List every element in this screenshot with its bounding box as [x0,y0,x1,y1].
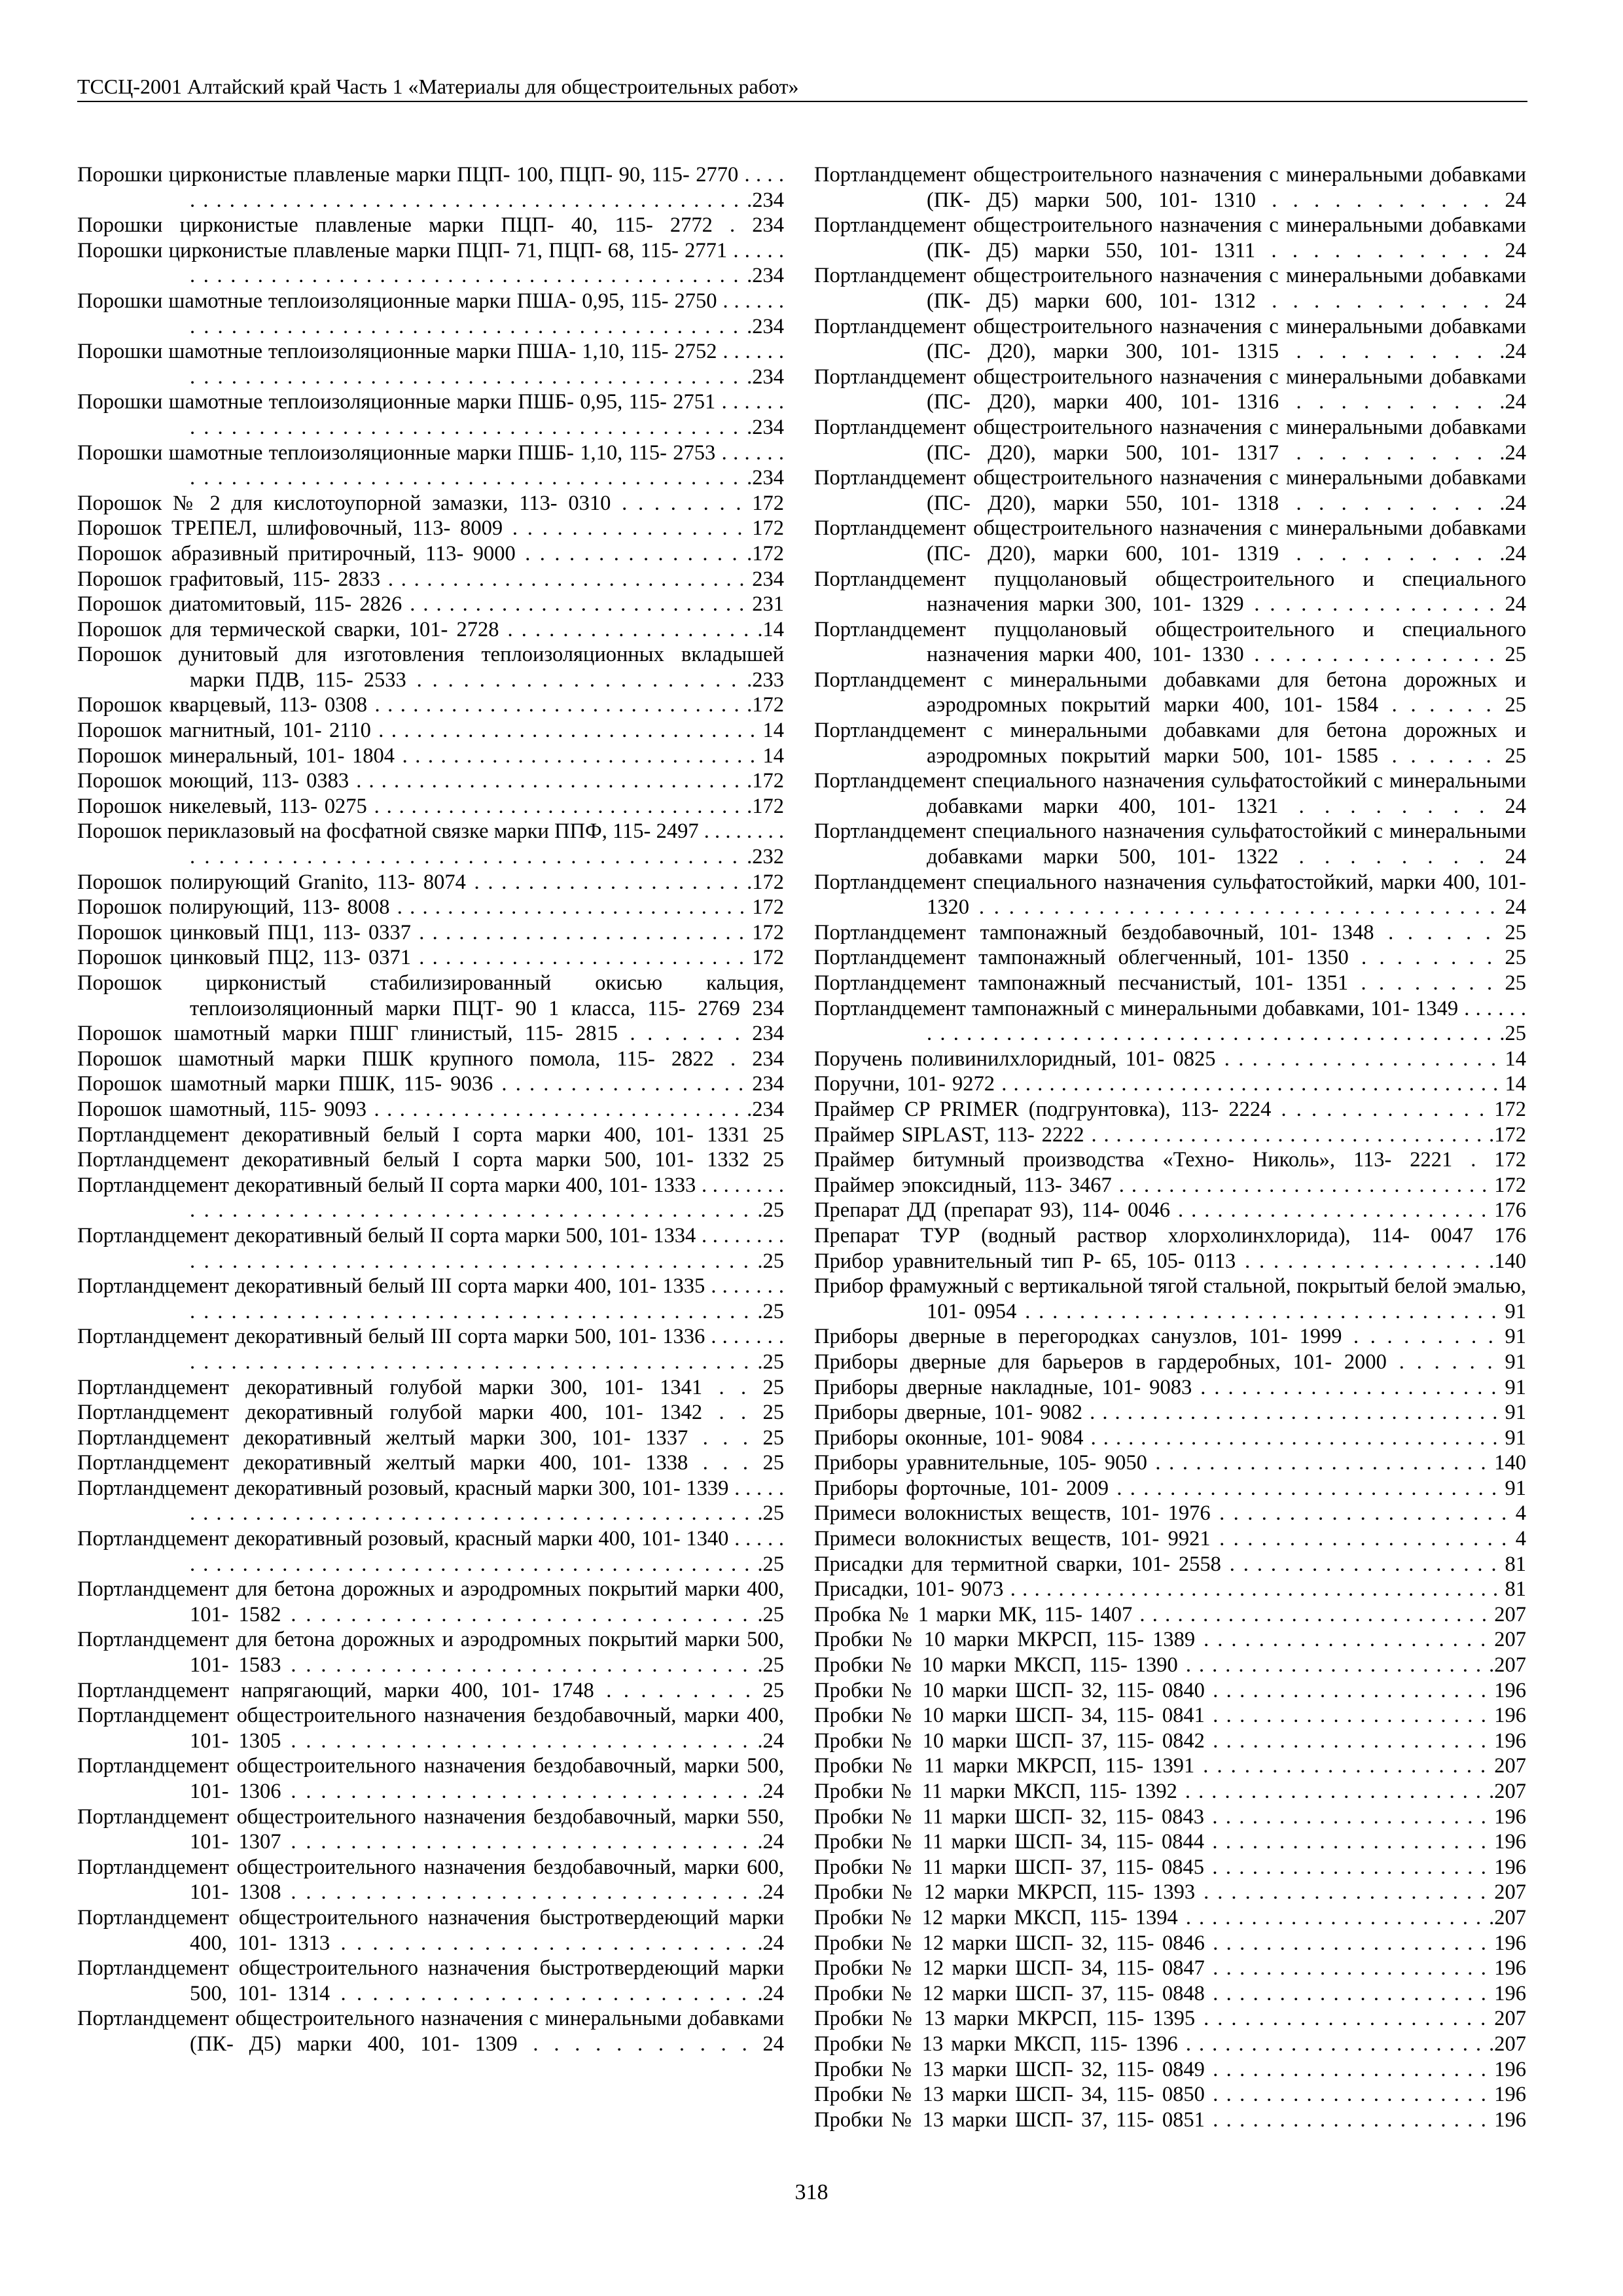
index-entry: Портландцемент декоративный желтый марки 400, 101- 1338 . . . 25 [77,1451,784,1475]
index-entry: Присадки для термитной сварки, 101- 2558 . . . . . . . . . . . . . . . . . . . . 81 [814,1552,1526,1576]
index-entry: Портландцемент декоративный белый I сорта марки 500, 101- 1332 25 [77,1148,784,1172]
index-entry: Портландцемент декоративный белый III сорта марки 500, 101- 1336 . . . . . . . . . . . . . . . . . . . . . . . . . . . . . . . . . . . . . . . . . . . . . . . . .25 [77,1325,784,1374]
page-number: 318 [794,2180,829,2204]
index-entry: Портландцемент общестроительного назначения быстротвердеющий марки 500, 101- 1314 . . . . . . . . . . . . . . . . . . . . . . . . . . .24 [77,1956,784,2005]
index-entry: Пробки № 11 марки ШСП- 37, 115- 0845 . . . . . . . . . . . . . . . . . . . . . 196 [814,1855,1526,1879]
index-entry: Препарат ДД (препарат 93), 114- 0046 . . . . . . . . . . . . . . . . . . . . . . . . 176 [814,1198,1526,1223]
index-entry: Порошки шамотные теплоизоляционные марки ПШБ- 1,10, 115- 2753 . . . . . . . . . . . . . . . . . . . . . . . . . . . . . . . . . . . . . . . . . . . . . . .234 [77,440,784,490]
index-entry: Портландцемент тампонажный облегченный, 101- 1350 . . . . . . . . 25 [814,946,1526,970]
index-entry: Порошки цирконистые плавленые марки ПЦП- 71, ПЦП- 68, 115- 2771 . . . . . . . . . . . . . . . . . . . . . . . . . . . . . . . . . . . . . . . . . . . . . . .234 [77,238,784,288]
index-entry: Пробки № 11 марки МКСП, 115- 1392 . . . . . . . . . . . . . . . . . . . . . . . .207 [814,1780,1526,1803]
index-entry: Пробки № 11 марки ШСП- 34, 115- 0844 . . . . . . . . . . . . . . . . . . . . . 196 [814,1830,1526,1854]
index-entry: Порошок дунитовый для изготовления теплоизоляционных вкладышей марки ПДВ, 115- 2533 . . . . . . . . . . . . . . . . . . . . . .233 [77,643,784,692]
index-entry: Порошок периклазовый на фосфатной связке марки ППФ, 115- 2497 . . . . . . . . . . . . . . . . . . . . . . . . . . . . . . . . . . . . . . . . . . . . . . .232 [77,819,784,869]
index-entry: Пробки № 13 марки ШСП- 37, 115- 0851 . . . . . . . . . . . . . . . . . . . . . 196 [814,2108,1526,2132]
index-entry: Порошок шамотный марки ПШГ глинистый, 115- 2815 . . . . . . . 234 [77,1022,784,1046]
index-entry: Пробки № 10 марки МКСП, 115- 1390 . . . . . . . . . . . . . . . . . . . . . . . .207 [814,1653,1526,1677]
index-entry: Пробки № 13 марки ШСП- 32, 115- 0849 . . . . . . . . . . . . . . . . . . . . . 196 [814,2057,1526,2081]
index-entry: Портландцемент декоративный голубой марки 300, 101- 1341 . . 25 [77,1375,784,1399]
index-entry: Поручень поливинилхлоридный, 101- 0825 . . . . . . . . . . . . . . . . . . . . 14 [814,1047,1526,1071]
index-entry: Пробки № 10 марки ШСП- 37, 115- 0842 . . . . . . . . . . . . . . . . . . . . . 196 [814,1729,1526,1753]
index-entry: Портландцемент тампонажный с минеральными добавками, 101- 1349 . . . . . . . . . . . . . . . . . . . . . . . . . . . . . . . . . . . . . . . . . . . . . . . . . .25 [814,996,1526,1046]
index-entry: Пробки № 11 марки МКРСП, 115- 1391 . . . . . . . . . . . . . . . . . . . . . 207 [814,1754,1526,1778]
index-entry: Портландцемент общестроительного назначения быстротвердеющий марки 400, 101- 1313 . . . . . . . . . . . . . . . . . . . . . . . . . . .24 [77,1905,784,1955]
index-entry: Приборы дверные в перегородках санузлов, 101- 1999 . . . . . . . . . 91 [814,1325,1526,1349]
index-entry: Поручни, 101- 9272 . . . . . . . . . . . . . . . . . . . . . . . . . . . . . . . . . . . . . . . . . . 14 [814,1072,1526,1096]
index-entry: Портландцемент декоративный розовый, красный марки 400, 101- 1340 . . . . . . . . . . . . . . . . . . . . . . . . . . . . . . . . . . . . . . . . . . . . . . . . .25 [77,1527,784,1576]
index-entry: Портландцемент общестроительного назначения бездобавочный, марки 550, 101- 1307 . . . . . . . . . . . . . . . . . . . . . . . . . . . . . . . .24 [77,1804,784,1854]
index-entry: Порошок ТРЕПЕЛ, шлифовочный, 113- 8009 . . . . . . . . . . . . . . . . 172 [77,516,784,541]
index-entry: Портландцемент тампонажный песчанистый, 101- 1351 . . . . . . . . 25 [814,971,1526,995]
index-entry: Портландцемент для бетона дорожных и аэродромных покрытий марки 400, 101- 1582 . . . . . . . . . . . . . . . . . . . . . . . . . . . . . . . .25 [77,1577,784,1626]
index-entry: Пробки № 13 марки ШСП- 34, 115- 0850 . . . . . . . . . . . . . . . . . . . . . 196 [814,2083,1526,2107]
index-entry: Портландцемент напрягающий, марки 400, 101- 1748 . . . . . . . . . 25 [77,1678,784,1702]
index-entry: Портландцемент специального назначения сульфатостойкий с минеральными добавками марки 500, 101- 1322 . . . . . . . . 24 [814,819,1526,869]
index-entry: Портландцемент с минеральными добавками для бетона дорожных и аэродромных покрытий марки 400, 101- 1584 . . . . . . 25 [814,668,1526,717]
index-entry: Портландцемент общестроительного назначения с минеральными добавками (ПК- Д5) марки 550, 101- 1311 . . . . . . . . . . . 24 [814,213,1526,262]
index-entry: Портландцемент с минеральными добавками для бетона дорожных и аэродромных покрытий марки 500, 101- 1585 . . . . . . 25 [814,719,1526,768]
index-entry: Порошок для термической сварки, 101- 2728 . . . . . . . . . . . . . . . . . . .14 [77,617,784,641]
index-entry: Порошок минеральный, 101- 1804 . . . . . . . . . . . . . . . . . . . . . . . . . . . . 14 [77,744,784,768]
index-entry: Приборы дверные, 101- 9082 . . . . . . . . . . . . . . . . . . . . . . . . . . . . . . . . . 91 [814,1401,1526,1425]
index-entry: Портландцемент декоративный голубой марки 400, 101- 1342 . . 25 [77,1401,784,1425]
index-entry: Порошок шамотный, 115- 9093 . . . . . . . . . . . . . . . . . . . . . . . . . . . . . .234 [77,1097,784,1121]
index-entry: Порошок № 2 для кислотоупорной замазки, 113- 0310 . . . . . . . . 172 [77,491,784,515]
index-entry: Пробки № 13 марки МКРСП, 115- 1395 . . . . . . . . . . . . . . . . . . . . . 207 [814,2007,1526,2031]
index-entry: Портландцемент декоративный белый II сорта марки 500, 101- 1334 . . . . . . . . . . . . . . . . . . . . . . . . . . . . . . . . . . . . . . . . . . . . . . . . .25 [77,1223,784,1273]
index-entry: Портландцемент общестроительного назначения с минеральными добавками (ПК- Д5) марки 600, 101- 1312 . . . . . . . . . . . 24 [814,264,1526,313]
index-entry: Порошки шамотные теплоизоляционные марки ПША- 0,95, 115- 2750 . . . . . . . . . . . . . . . . . . . . . . . . . . . . . . . . . . . . . . . . . . . . . . .234 [77,289,784,338]
index-entry: Пробки № 12 марки ШСП- 34, 115- 0847 . . . . . . . . . . . . . . . . . . . . . 196 [814,1956,1526,1981]
index-entry: Праймер SIPLAST, 113- 2222 . . . . . . . . . . . . . . . . . . . . . . . . . . . . . . . . .172 [814,1122,1526,1147]
index-entry: Примеси волокнистых веществ, 101- 9921 . . . . . . . . . . . . . . . . . . . . . 4 [814,1527,1526,1551]
index-entry: Приборы уравнительные, 105- 9050 . . . . . . . . . . . . . . . . . . . . . . . . . 140 [814,1451,1526,1475]
index-entry: Присадки, 101- 9073 . . . . . . . . . . . . . . . . . . . . . . . . . . . . . . . . . . . . . . . . . 81 [814,1577,1526,1602]
index-entry: Портландцемент пуццолановый общестроительного и специального назначения марки 400, 101- 1330 . . . . . . . . . . . . . . . . 25 [814,617,1526,667]
index-entry: Портландцемент общестроительного назначения с минеральными добавками (ПС- Д20), марки 300, 101- 1315 . . . . . . . . . .24 [814,314,1526,364]
index-entry: Пробки № 12 марки ШСП- 37, 115- 0848 . . . . . . . . . . . . . . . . . . . . . 196 [814,1981,1526,2005]
index-entry: Препарат ТУР (водный раствор хлорхолинхлорида), 114- 0047 176 [814,1223,1526,1247]
index-entry: Портландцемент общестроительного назначения с минеральными добавками (ПК- Д5) марки 400, 101- 1309 . . . . . . . . . . . 24 [77,2007,784,2056]
index-entry: Портландцемент общестроительного назначения бездобавочный, марки 600, 101- 1308 . . . . . . . . . . . . . . . . . . . . . . . . . . . . . . . .24 [77,1855,784,1905]
index-entry: Портландцемент общестроительного назначения с минеральными добавками (ПС- Д20), марки 500, 101- 1317 . . . . . . . . . .24 [814,415,1526,465]
index-entry: Портландцемент общестроительного назначения бездобавочный, марки 400, 101- 1305 . . . . . . . . . . . . . . . . . . . . . . . . . . . . . . . .24 [77,1704,784,1753]
index-entry: Пробки № 11 марки ШСП- 32, 115- 0843 . . . . . . . . . . . . . . . . . . . . . 196 [814,1804,1526,1829]
index-entry: Приборы оконные, 101- 9084 . . . . . . . . . . . . . . . . . . . . . . . . . . . . . . . . . 91 [814,1426,1526,1450]
index-entry: Порошок шамотный марки ПШК крупного помола, 115- 2822 . 234 [77,1047,784,1071]
index-entry: Порошок магнитный, 101- 2110 . . . . . . . . . . . . . . . . . . . . . . . . . . . . . . 14 [77,719,784,743]
index-entry: Порошок цинковый ПЦ1, 113- 0337 . . . . . . . . . . . . . . . . . . . . . . . . . 172 [77,920,784,944]
index-entry: Пробки № 13 марки МКСП, 115- 1396 . . . . . . . . . . . . . . . . . . . . . . . .207 [814,2032,1526,2056]
index-entry: Портландцемент специального назначения сульфатостойкий, марки 400, 101- 1320 . . . . . . . . . . . . . . . . . . . . . . . . . . . . . . . . . . . 24 [814,870,1526,920]
index-entry: Портландцемент декоративный розовый, красный марки 300, 101- 1339 . . . . . . . . . . . . . . . . . . . . . . . . . . . . . . . . . . . . . . . . . . . . . . . . .25 [77,1476,784,1526]
index-entry: Порошки шамотные теплоизоляционные марки ПШБ- 0,95, 115- 2751 . . . . . . . . . . . . . . . . . . . . . . . . . . . . . . . . . . . . . . . . . . . . . . .234 [77,390,784,439]
index-entry: Портландцемент общестроительного назначения с минеральными добавками (ПС- Д20), марки 550, 101- 1318 . . . . . . . . . .24 [814,466,1526,515]
index-entry: Порошки цирконистые плавленые марки ПЦП- 40, 115- 2772 . 234 [77,213,784,238]
index-entry: Порошок полирующий, 113- 8008 . . . . . . . . . . . . . . . . . . . . . . . . . . . . 172 [77,895,784,920]
index-entry: Порошок цирконистый стабилизированный окисью кальция, теплоизоляционный марки ПЦТ- 90 1 класса, 115- 2769 234 [77,971,784,1020]
index-entry: Порошок моющий, 113- 0383 . . . . . . . . . . . . . . . . . . . . . . . . . . . . . . . .172 [77,769,784,793]
index-entry: Портландцемент для бетона дорожных и аэродромных покрытий марки 500, 101- 1583 . . . . . . . . . . . . . . . . . . . . . . . . . . . . . . . .25 [77,1628,784,1677]
index-entry: Портландцемент пуццолановый общестроительного и специального назначения марки 300, 101- 1329 . . . . . . . . . . . . . . . . 24 [814,567,1526,617]
index-entry: Порошок полирующий Granito, 113- 8074 . . . . . . . . . . . . . . . . . . . . .172 [77,870,784,894]
index-entry: Пробки № 12 марки МКРСП, 115- 1393 . . . . . . . . . . . . . . . . . . . . . 207 [814,1880,1526,1905]
index-entry: Примеси волокнистых веществ, 101- 1976 . . . . . . . . . . . . . . . . . . . . . 4 [814,1501,1526,1526]
index-entry: Прибор уравнительный тип Р- 65, 105- 0113 . . . . . . . . . . . . . . . . . .140 [814,1249,1526,1273]
index-entry: Портландцемент специального назначения сульфатостойкий с минеральными добавками марки 400, 101- 1321 . . . . . . . . 24 [814,769,1526,818]
index-entry: Порошок никелевый, 113- 0275 . . . . . . . . . . . . . . . . . . . . . . . . . . . . . . .172 [77,794,784,818]
index-entry: Портландцемент общестроительного назначения с минеральными добавками (ПС- Д20), марки 400, 101- 1316 . . . . . . . . . .24 [814,365,1526,414]
index-entry: Порошок цинковый ПЦ2, 113- 0371 . . . . . . . . . . . . . . . . . . . . . . . . . 172 [77,946,784,970]
header-title: ТССЦ-2001 Алтайский край Часть 1 «Материалы для общестроительных работ» [77,75,799,98]
index-entry: Пробка № 1 марки МК, 115- 1407 . . . . . . . . . . . . . . . . . . . . . . . . . . . . 207 [814,1602,1526,1626]
index-entry: Порошок диатомитовый, 115- 2826 . . . . . . . . . . . . . . . . . . . . . . . . . . 231 [77,592,784,617]
index-entry: Порошки цирконистые плавленые марки ПЦП- 100, ПЦП- 90, 115- 2770 . . . . . . . . . . . . . . . . . . . . . . . . . . . . . . . . . . . . . . . . . . . . . . .234 [77,163,784,212]
index-entry: Портландцемент декоративный белый III сорта марки 400, 101- 1335 . . . . . . . . . . . . . . . . . . . . . . . . . . . . . . . . . . . . . . . . . . . . . . . . .25 [77,1274,784,1323]
index-entry: Пробки № 12 марки МКСП, 115- 1394 . . . . . . . . . . . . . . . . . . . . . . . .207 [814,1905,1526,1929]
index-entry: Портландцемент декоративный желтый марки 300, 101- 1337 . . . 25 [77,1426,784,1450]
index-entry: Портландцемент общестроительного назначения с минеральными добавками (ПС- Д20), марки 600, 101- 1319 . . . . . . . . . .24 [814,516,1526,565]
index-entry: Портландцемент тампонажный бездобавочный, 101- 1348 . . . . . . 25 [814,920,1526,944]
index-column-left [77,162,784,2057]
index-column-right [814,162,1526,2132]
index-entry: Приборы дверные для барьеров в гардеробных, 101- 2000 . . . . . . 91 [814,1350,1526,1374]
index-entry: Приборы дверные накладные, 101- 9083 . . . . . . . . . . . . . . . . . . . . . . 91 [814,1375,1526,1399]
index-entry: Пробки № 12 марки ШСП- 32, 115- 0846 . . . . . . . . . . . . . . . . . . . . . 196 [814,1931,1526,1955]
page-header [77,73,1527,102]
index-entry: Пробки № 10 марки МКРСП, 115- 1389 . . . . . . . . . . . . . . . . . . . . . 207 [814,1628,1526,1652]
index-entry: Праймер эпоксидный, 113- 3467 . . . . . . . . . . . . . . . . . . . . . . . . . . . . . . 172 [814,1173,1526,1197]
index-entry: Пробки № 10 марки ШСП- 32, 115- 0840 . . . . . . . . . . . . . . . . . . . . . 196 [814,1678,1526,1702]
index-entry: Портландцемент общестроительного назначения бездобавочный, марки 500, 101- 1306 . . . . . . . . . . . . . . . . . . . . . . . . . . . . . . . .24 [77,1754,784,1803]
index-entry: Прибор фрамужный с вертикальной тягой стальной, покрытый белой эмалью, 101- 0954 . . . . . . . . . . . . . . . . . . . . . . . . . . . . . . . . . . . 91 [814,1274,1526,1323]
index-entry: Праймер CP PRIMER (подгрунтовка), 113- 2224 . . . . . . . . . . . . . . 172 [814,1097,1526,1121]
index-entry: Приборы форточные, 101- 2009 . . . . . . . . . . . . . . . . . . . . . . . . . . . . . 91 [814,1476,1526,1500]
index-entry: Портландцемент декоративный белый II сорта марки 400, 101- 1333 . . . . . . . . . . . . . . . . . . . . . . . . . . . . . . . . . . . . . . . . . . . . . . . . .25 [77,1173,784,1223]
index-entry: Портландцемент общестроительного назначения с минеральными добавками (ПК- Д5) марки 500, 101- 1310 . . . . . . . . . . . 24 [814,163,1526,212]
index-entry: Праймер битумный производства «Техно- Николь», 113- 2221 . 172 [814,1148,1526,1172]
index-entry: Порошок шамотный марки ПШК, 115- 9036 . . . . . . . . . . . . . . . . . . 234 [77,1072,784,1096]
index-entry: Портландцемент декоративный белый I сорта марки 400, 101- 1331 25 [77,1122,784,1147]
index-entry: Порошки шамотные теплоизоляционные марки ПША- 1,10, 115- 2752 . . . . . . . . . . . . . . . . . . . . . . . . . . . . . . . . . . . . . . . . . . . . . . .234 [77,340,784,389]
index-entry: Порошок графитовый, 115- 2833 . . . . . . . . . . . . . . . . . . . . . . . . . . . . 234 [77,567,784,591]
index-entry: Пробки № 10 марки ШСП- 34, 115- 0841 . . . . . . . . . . . . . . . . . . . . . 196 [814,1704,1526,1728]
index-entry: Порошок абразивный притирочный, 113- 9000 . . . . . . . . . . . . . . . .172 [77,541,784,565]
index-entry: Порошок кварцевый, 113- 0308 . . . . . . . . . . . . . . . . . . . . . . . . . . . . . .172 [77,693,784,717]
